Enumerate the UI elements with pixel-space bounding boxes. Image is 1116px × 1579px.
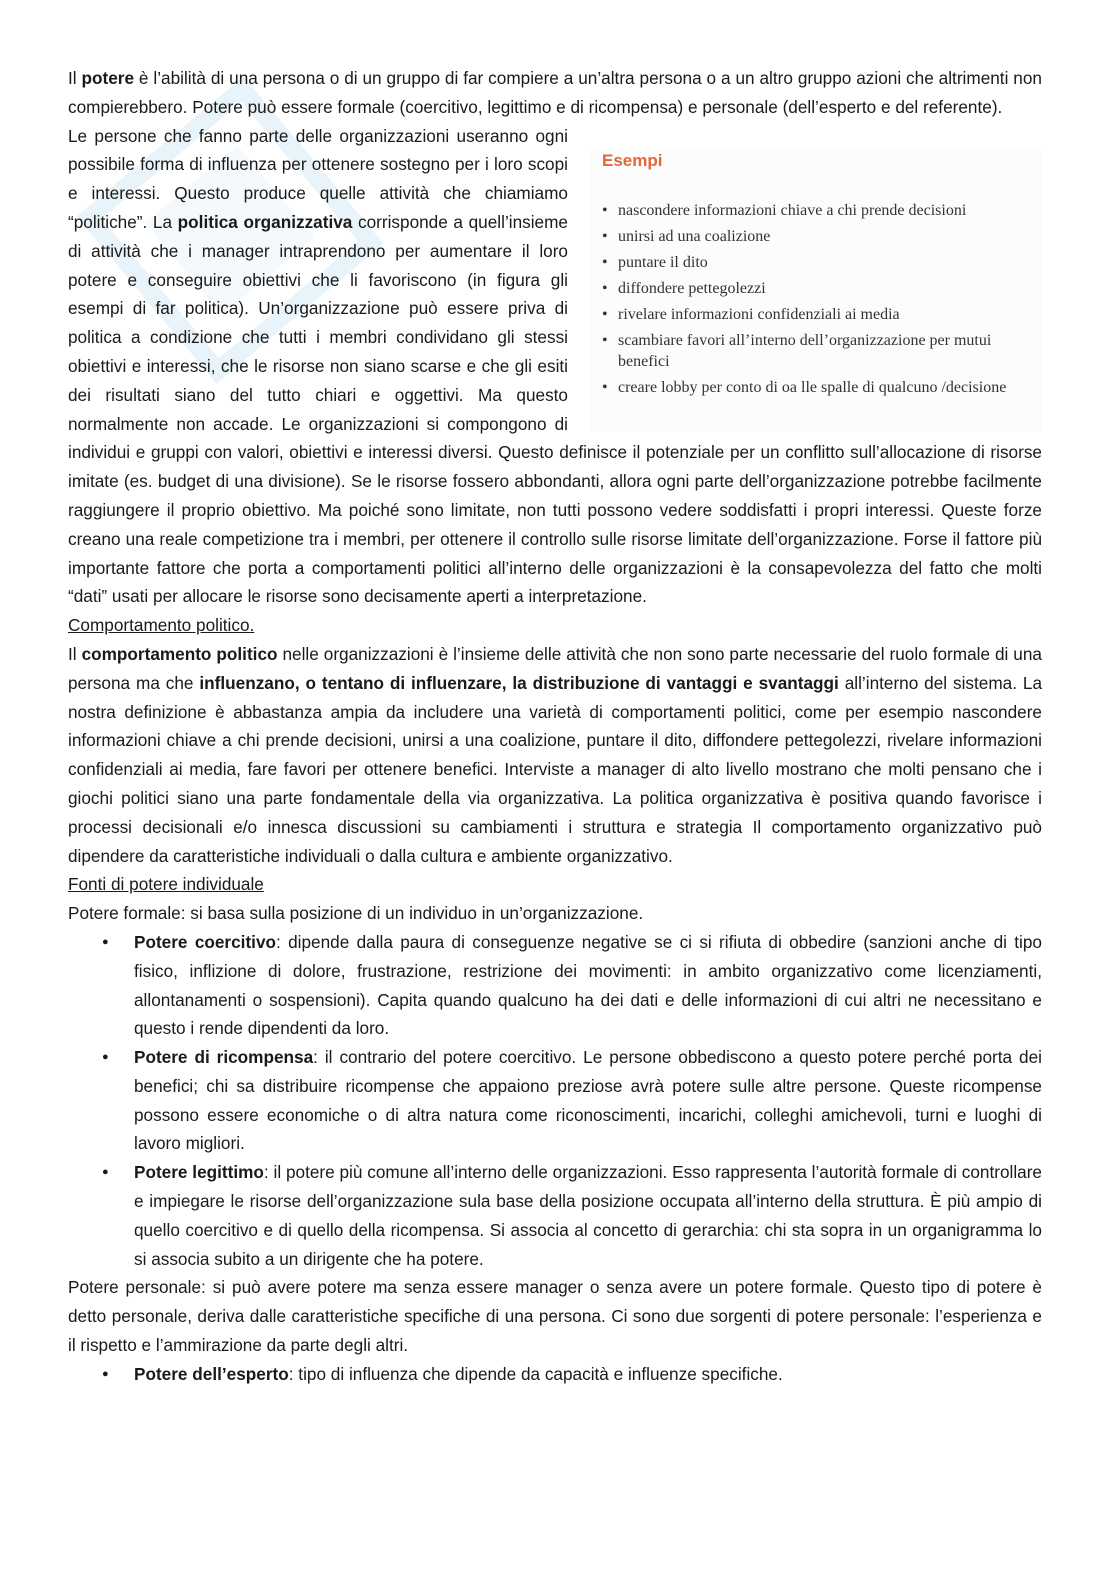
list-item: ● Potere legittimo: il potere più comune all’interno delle organizzazioni. Esso rappresenta l’autorità formale di controllare e impiegare le risorse dell’organizzazione sula base della posizione occupata all’interno della struttura. È più ampio di quello coercitivo e di quello della ricompensa. Si associa al concetto di gerarchia: chi sta sopra in un organigramma lo si associa subito a un dirigente che ha potere. bbox=[134, 1158, 1042, 1273]
document-page bbox=[68, 64, 1042, 1389]
list-item: ● Potere di ricompensa: il contrario del potere coercitivo. Le persone obbediscono a questo potere perché porta dei benefici; chi sa distribuire ricompense che appaiono preziose avrà potere sulle altre persone. Queste ricompense possono essere economiche o di altra natura come riconoscimenti, incarichi, colleghi amichevoli, turni e luoghi di lavoro migliori. bbox=[134, 1043, 1042, 1158]
heading-comportamento-politico: Comportamento politico. bbox=[68, 615, 255, 636]
politics-section bbox=[68, 122, 1042, 612]
example-item: • creare lobby per conto di oa lle spalle di qualcuno /decisione bbox=[600, 377, 1042, 398]
example-item: • puntare il dito bbox=[600, 252, 1042, 273]
example-item: • diffondere pettegolezzi bbox=[600, 278, 1042, 299]
examples-figure bbox=[590, 150, 1042, 432]
examples-list bbox=[590, 200, 1042, 398]
formal-power-intro: Potere formale: si basa sulla posizione di un individuo in un’organizzazione. bbox=[68, 903, 644, 924]
example-item: • scambiare favori all’interno dell’organizzazione per mutui benefici bbox=[600, 330, 1042, 372]
list-item: ● Potere dell’esperto: tipo di influenza che dipende da capacità e influenze specifiche. bbox=[134, 1360, 1042, 1389]
term-potere: potere bbox=[81, 68, 135, 88]
personal-power-list bbox=[68, 1360, 1042, 1389]
politics-paragraph: Le persone che fanno parte delle organizzazioni useranno ogni possibile forma di influenza per ottenere sostegno per i loro scopi e interessi. Questo produce quelle attività che chiamiamo “politiche”. La politica organizzativa corrisponde a quell’insieme di attività che i manager intraprendono per aumentare il loro potere e conseguire obiettivi che li favoriscono (in figura gli esempi di far politica). Un’organizzazione può essere priva di politica a condizione che tutti i membri condividano gli stessi obiettivi e interessi, che le risorse non siano scarse e che gli esiti dei risultati siano del tutto chiari e oggettivi. Ma questo normalmente non accade. Le organizzazioni si compongono di individui e gruppi con valori, obiettivi e interessi diversi. Questo definisce il potenziale per un conflitto sull’allocazione di risorse imitate (es. budget di una divisione). Se le risorse fossero abbondanti, allora ogni parte dell’organizzazione potrebbe facilmente raggiungere il proprio obiettivo. Ma poiché sono limitate, non tutti possono vedere soddisfatti i propri interessi. Queste forze creano una reale competizione tra i membri, per ottenere il controllo sulle risorse limitate dell’organizzazione. Forse il fattore più importante fattore che porta a comportamenti politici all’interno delle organizzazioni è la consapevolezza del fatto che molti “dati” usati per allocare le risorse sono decisamente aperti a interpretazione. bbox=[68, 125, 1042, 607]
example-item: • rivelare informazioni confidenziali ai media bbox=[600, 304, 1042, 325]
example-item: • nascondere informazioni chiave a chi prende decisioni bbox=[600, 200, 1042, 221]
figure-title: Esempi bbox=[602, 150, 663, 170]
list-item: ● Potere coercitivo: dipende dalla paura di conseguenze negative se ci si rifiuta di obbedire (sanzioni anche di tipo fisico, inflizione di dolore, frustrazione, restrizione dei movimenti: in ambito organizzativo come licenziamenti, allontanamenti o sospensioni). Capita quando qualcuno ha dei dati e delle informazioni di cui altri ne necessitano e questo i rende dipendenti da loro. bbox=[134, 928, 1042, 1043]
personal-power-intro: Potere personale: si può avere potere ma senza essere manager o senza avere un potere formale. Questo tipo di potere è detto personale, deriva dalle caratteristiche specifiche di una persona. Ci sono due sorgenti di potere personale: l’esperienza e il rispetto e l’ammirazione da parte degli altri. bbox=[68, 1277, 1042, 1356]
heading-fonti-potere: Fonti di potere individuale bbox=[68, 874, 264, 895]
political-behaviour-paragraph: Il comportamento politico nelle organizzazioni è l’insieme delle attività che non sono parte necessarie del ruolo formale di una persona ma che influenzano, o tentano di influenzare, la distribuzione di vantaggi e svantaggi all’interno del sistema. La nostra definizione è abbastanza ampia da includere una varietà di comportamenti politici, come per esempio nascondere informazioni chiave a chi prende decisioni, unirsi a una coalizione, puntare il dito, diffondere pettegolezzi, rivelare informazioni confidenziali ai media, fare favori per ottenere benefici. Interviste a manager di alto livello mostrano che molti pensano che i giochi politici siano una parte fondamentale della via organizzativa. La politica organizzativa è positiva quando favorisce i processi decisionali e/o innesca discussioni su cambiamenti i struttura e strategia Il comportamento organizzativo può dipendere da caratteristiche individuali o dalla cultura e ambiente organizzativo. bbox=[68, 643, 1043, 866]
formal-power-list bbox=[68, 928, 1042, 1274]
intro-paragraph: Il potere è l’abilità di una persona o di un gruppo di far compiere a un’altra persona o a un altro gruppo azioni che altrimenti non compierebbero. Potere può essere formale (coercitivo, legittimo e di ricompensa) e personale (dell’esperto e del referente). bbox=[68, 68, 1042, 117]
example-item: • unirsi ad una coalizione bbox=[600, 226, 1042, 247]
term-politica-organizzativa: politica organizzativa bbox=[177, 211, 353, 232]
